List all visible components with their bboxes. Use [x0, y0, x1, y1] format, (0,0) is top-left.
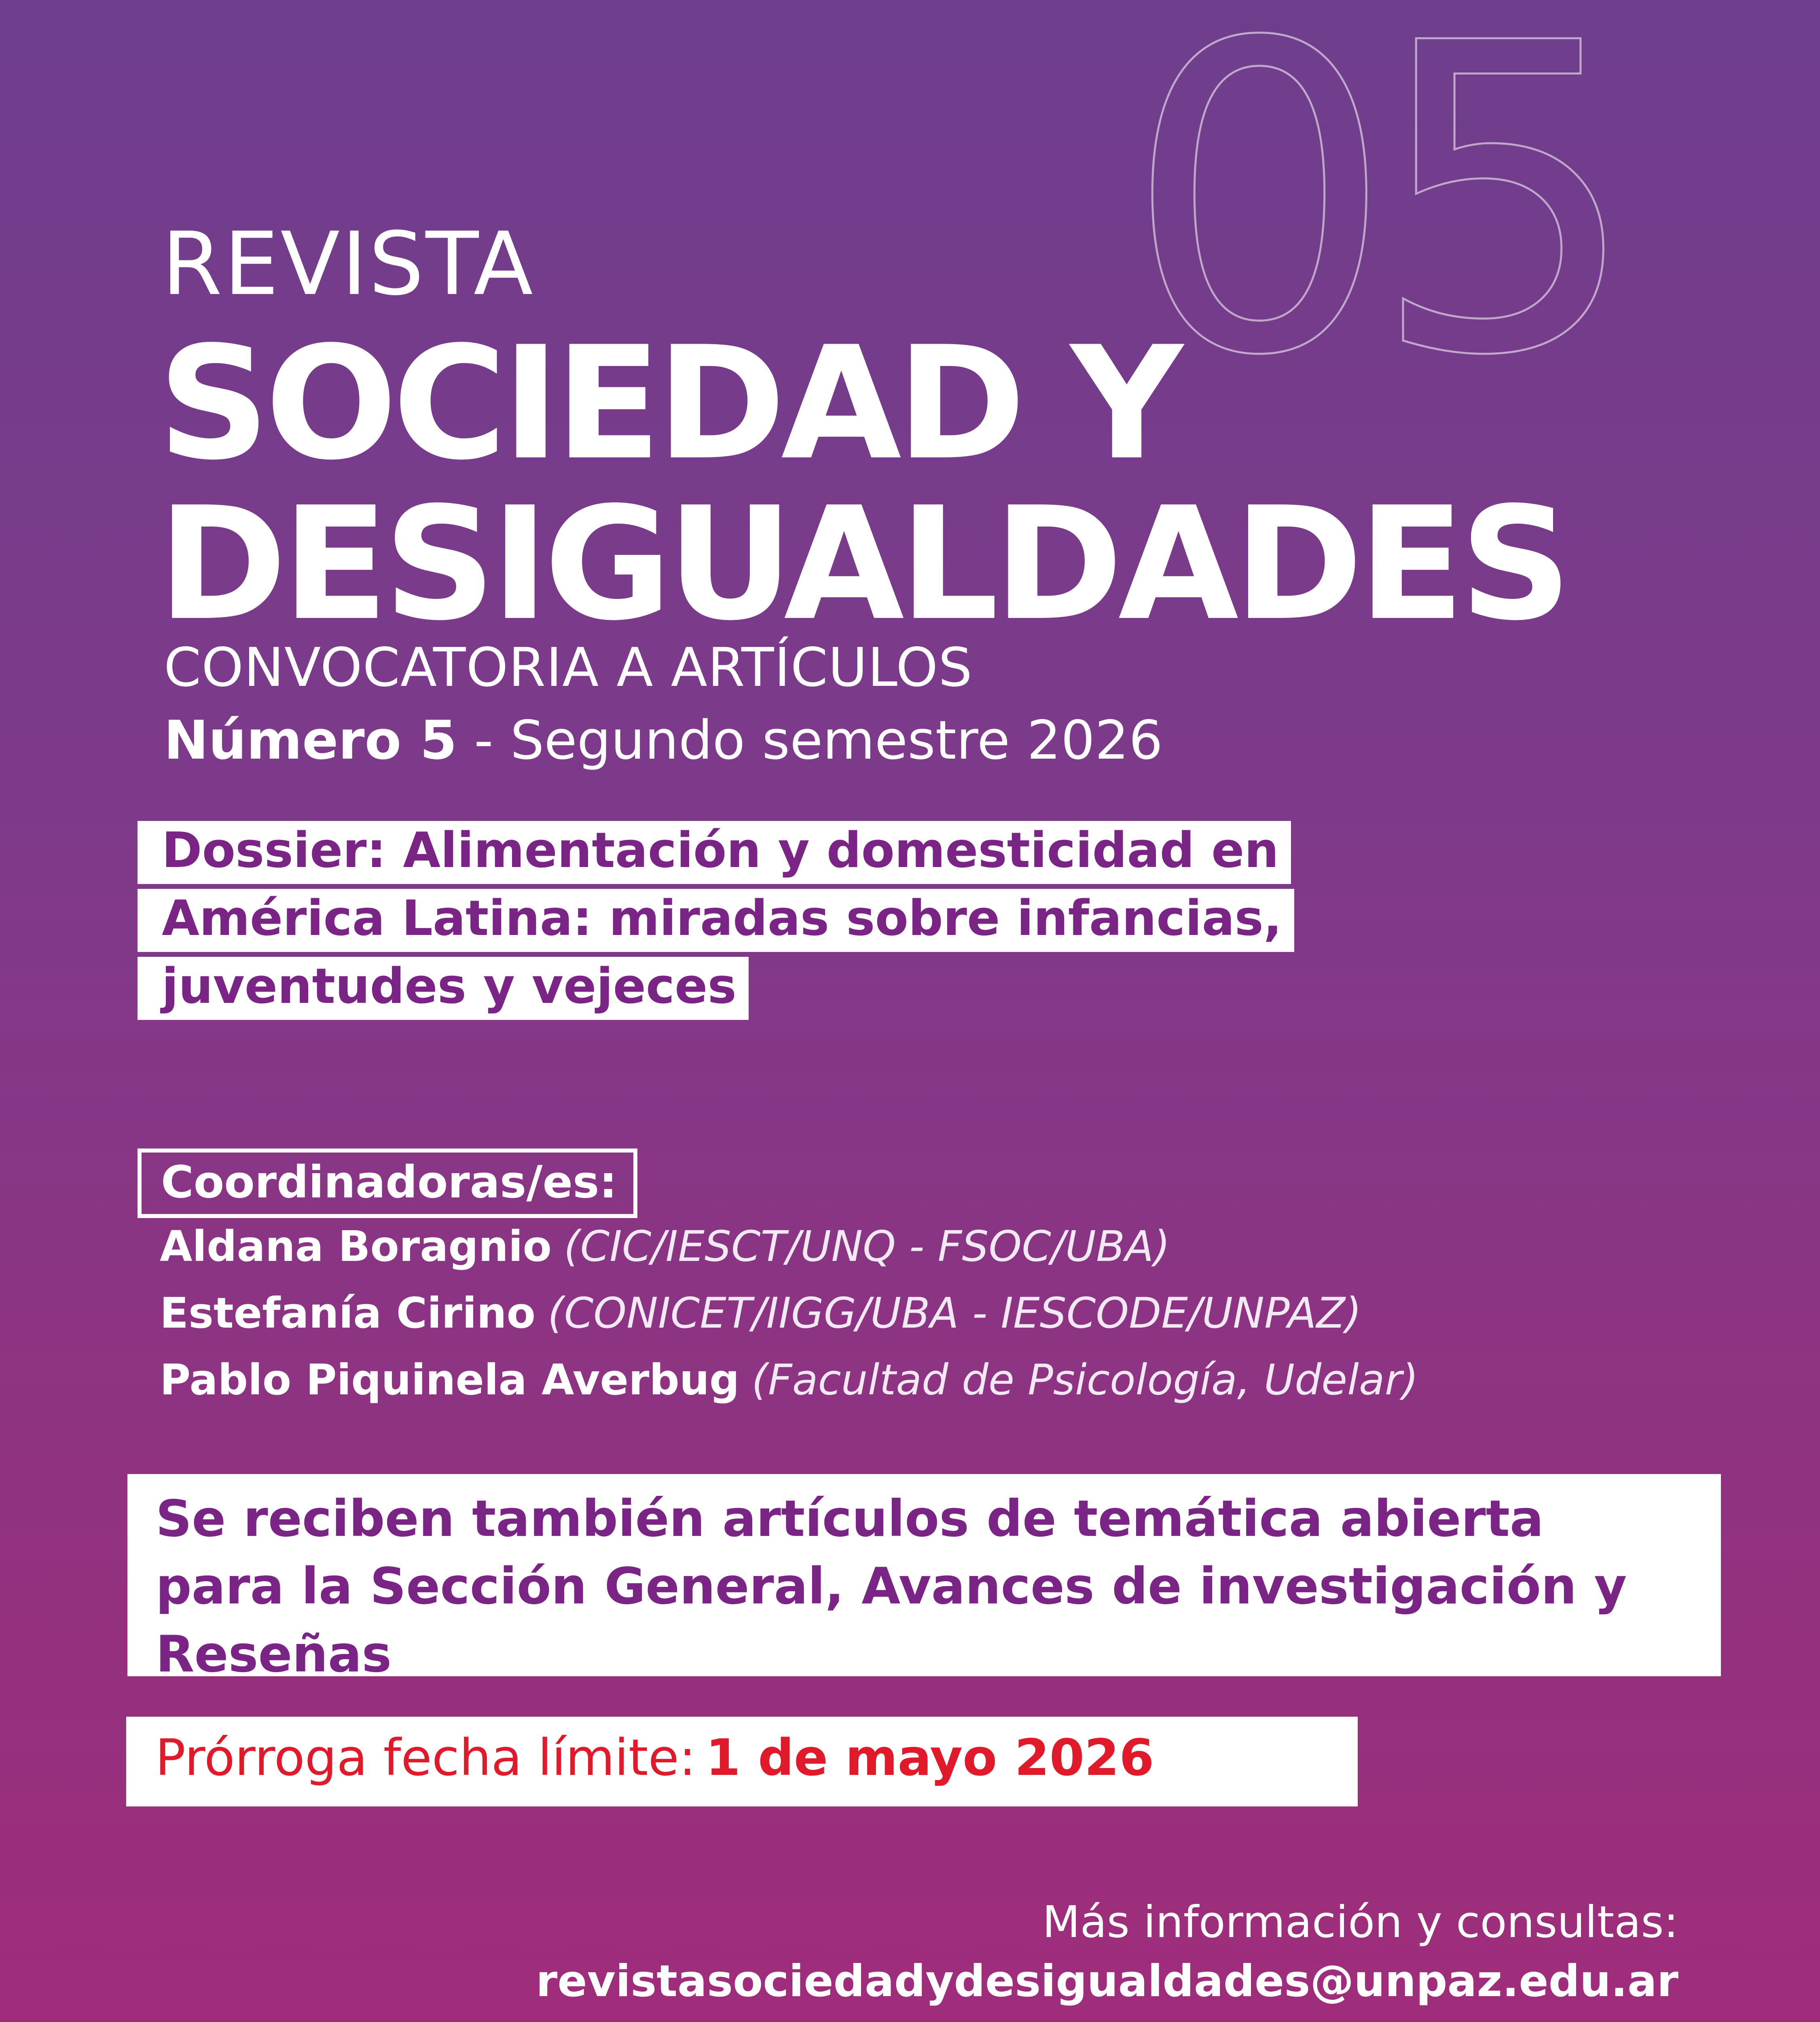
contact-label: Más información y consultas:	[1042, 1897, 1678, 1948]
coordinator-affiliation: (CONICET/IIGG/UBA - IESCODE/UNPAZ)	[548, 1288, 1362, 1338]
dossier-title	[138, 821, 1294, 1025]
coordinator-affiliation: (Facultad de Psicología, Udelar)	[751, 1355, 1419, 1404]
coordinator-affiliation: (CIC/IESCT/UNQ - FSOC/UBA)	[563, 1222, 1170, 1271]
contact-info	[536, 1897, 1678, 2007]
coordinator-row	[160, 1288, 1418, 1359]
contact-email-link[interactable]: revistasociedadydesigualdades@unpaz.edu.ar	[536, 1956, 1678, 2007]
title-line-1: SOCIEDAD Y	[158, 313, 1179, 494]
open-call-line: para la Sección General, Avances de investigación y	[156, 1557, 1627, 1616]
deadline-label: Prórroga fecha límite:	[155, 1729, 696, 1787]
open-call-box	[127, 1474, 1721, 1684]
issue-number: Número 5	[164, 709, 457, 772]
deadline-box	[126, 1717, 1358, 1806]
coordinator-name: Pablo Piquinela Averbug	[160, 1355, 740, 1404]
coordinator-name: Estefanía Cirino	[160, 1288, 536, 1338]
open-call-line: Se reciben también artículos de temática abierta	[156, 1490, 1544, 1548]
title-line-2: DESIGUALDADES	[158, 473, 1567, 655]
call-for-papers: CONVOCATORIA A ARTÍCULOS	[164, 637, 973, 699]
coordinator-row	[160, 1355, 1419, 1426]
coordinator-name: Aldana Boragnio	[160, 1222, 552, 1271]
dossier-line: América Latina: miradas sobre infancias,	[138, 889, 1294, 952]
deadline-date: 1 de mayo 2026	[705, 1729, 1154, 1787]
dossier-line: Dossier: Alimentación y domesticidad en	[138, 821, 1291, 884]
dossier-line: juventudes y vejeces	[138, 957, 749, 1020]
issue-period: - Segundo semestre 2026	[457, 709, 1163, 772]
issue-info	[164, 709, 1163, 772]
coordinator-row	[160, 1222, 1418, 1292]
open-call-line: Reseñas	[156, 1625, 392, 1684]
magazine-kicker: REVISTA	[162, 213, 535, 315]
coordinators-label: Coordinadoras/es:	[138, 1148, 637, 1218]
magazine-title	[158, 313, 1567, 655]
coordinators-list	[160, 1222, 1419, 1426]
svg-text:05: 05	[1124, 24, 1617, 388]
